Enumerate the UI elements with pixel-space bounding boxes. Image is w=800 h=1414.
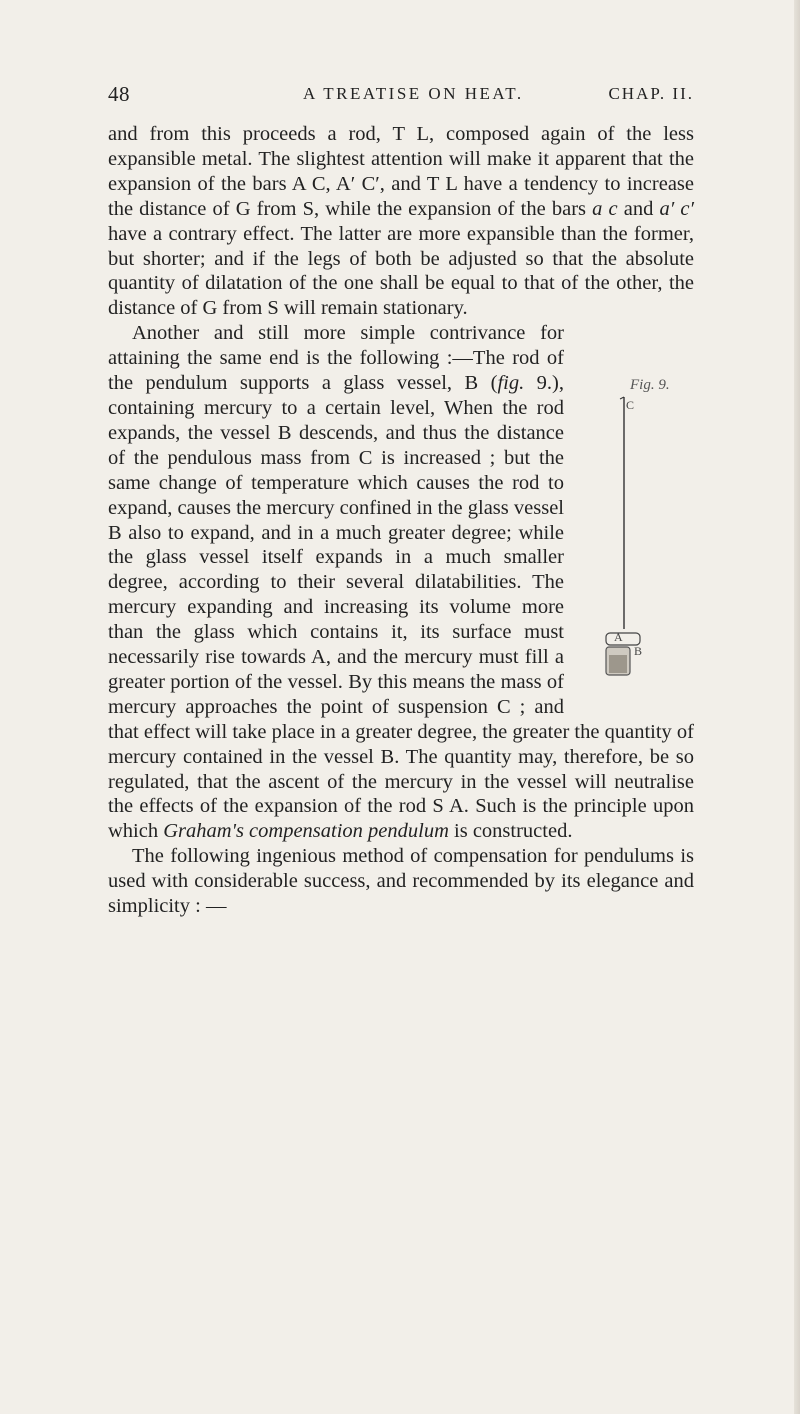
running-title: A TREATISE ON HEAT. [303, 84, 524, 103]
mercury-fill [609, 655, 627, 673]
chapter-label: CHAP. II. [608, 84, 694, 103]
pendulum-diagram [576, 393, 694, 703]
figure-caption: Fig. 9. [630, 377, 670, 394]
paragraph-3: The following ingenious method of compensation for pendulums is used with considerable success, and recommended by its elegance and simplicity : — [108, 845, 694, 918]
paragraph-1: and from this proceeds a rod, T L, composed again of the less expansible metal. The slightest attention will make it apparent that the expansion of the bars A C, A′ C′, and T L have a tendency to increase the distance of G from S, while the expansion of the bars a c and a′ c′ have a contrary effect. The latter are more expansible than the former, but shorter; and if the legs of both be adjusted so that the absolute quantity of dilatation of the one shall be equal to that of the other, the distance of G from S will remain stationary. [108, 123, 694, 320]
body-text [108, 122, 694, 919]
label-a: A [614, 630, 623, 645]
running-header [108, 82, 694, 112]
figure-9 [576, 371, 694, 701]
label-b: B [634, 644, 643, 659]
paragraph-2: Fig. 9. C A B Another and still more simple contrivance for attaining the same end is the following :—The rod of the pendulum supports a glass vessel, B (fig. 9.), containing mercury to a certain level, When the rod expands, the vessel B descends, and thus the distance of the pendulous mass from C is increased ; but the same change of temperature which causes the rod to expand, causes the mercury confined in the glass vessel B also to expand, and in a much greater degree; while the glass vessel itself expands in a much smaller degree, according to their several dilatabilities. The mercury expanding and increasing its volume more than the glass which contains it, its surface must necessarily rise towards A, and the mercury must fill a greater portion of the vessel. By this means the mass of mercury approaches the point of suspension C ; and that effect will take place in a greater degree, the greater the quantity of mercury contained in the vessel B. The quantity may, therefore, be so regulated, that the ascent of the mercury in the vessel will neutralise the effects of the expansion of the rod S A. Such is the principle upon which Graham's compensation pendulum is constructed. [108, 322, 694, 843]
page-number: 48 [108, 82, 130, 106]
label-c: C [626, 398, 635, 413]
page-edge [794, 0, 800, 1414]
